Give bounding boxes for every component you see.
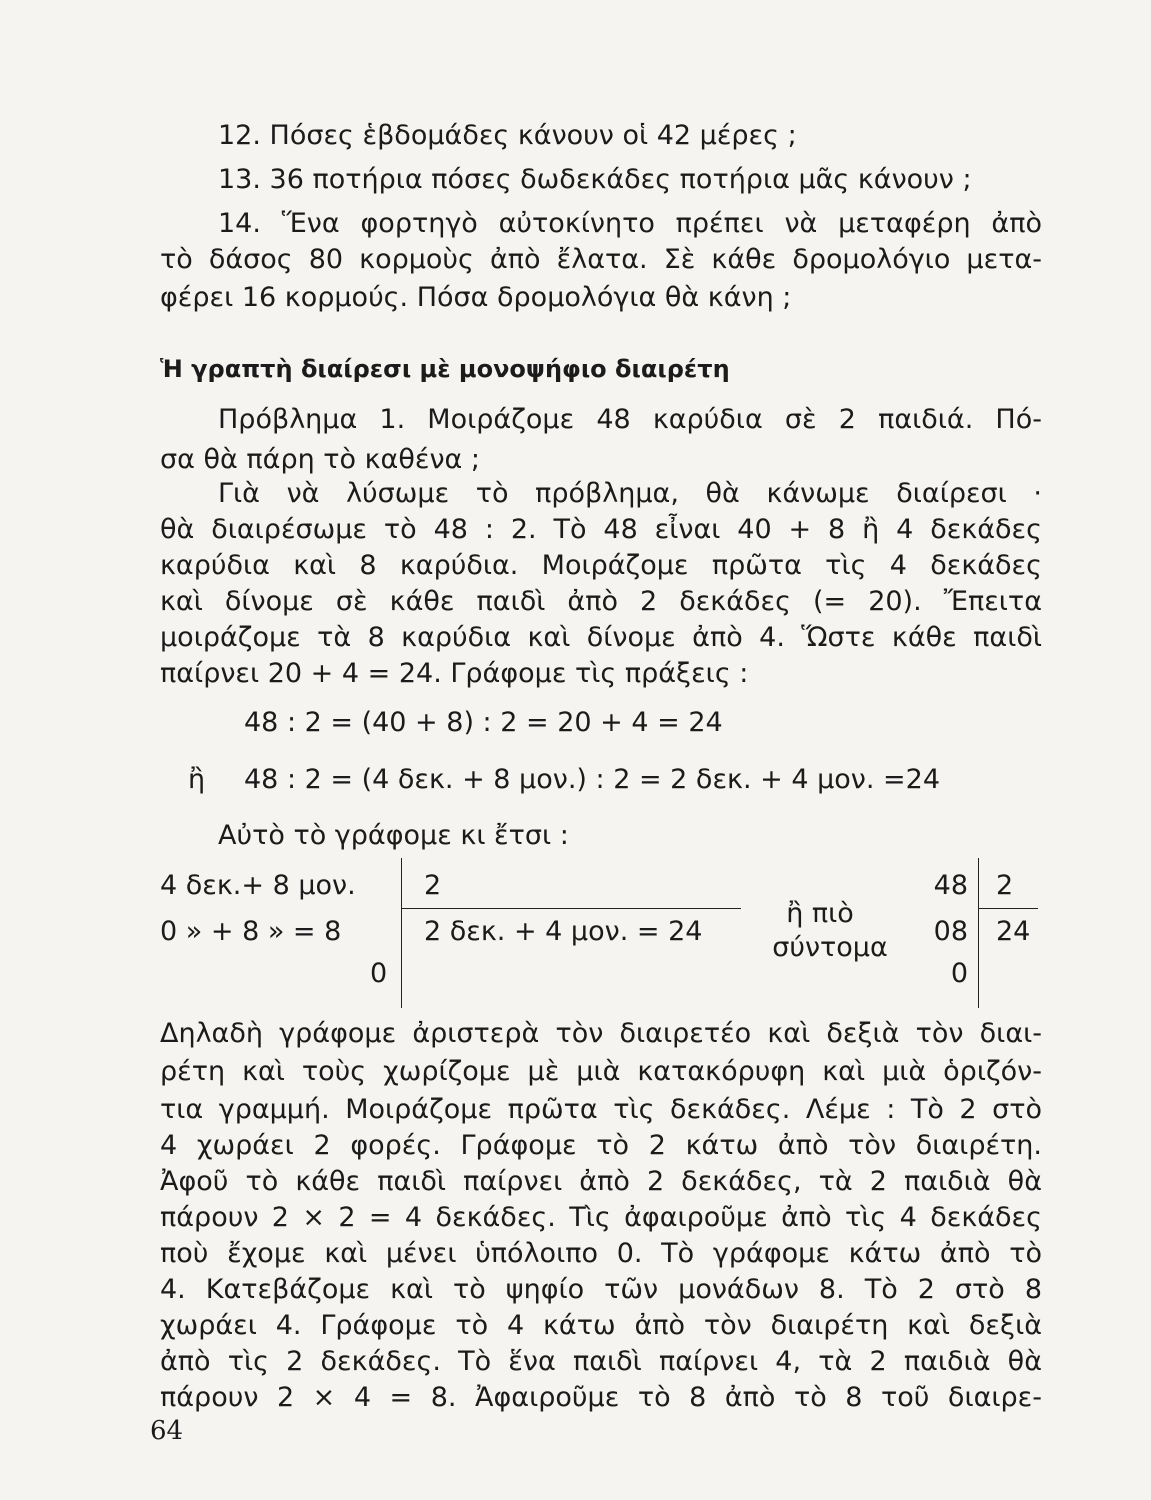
short-vertical-line <box>978 858 979 1008</box>
intro-line-4: θὰ διαιρέσωμε τὸ 48 : 2. Τὸ 48 εἶναι 40 + 8 ἢ 4 δεκάδες <box>160 514 1042 545</box>
problem-12: 12. Πόσες ἑβδομάδες κάνουν οἱ 42 μέρες ; <box>218 120 797 151</box>
explanation-line-7: ποὺ ἔχομε καὶ μένει ὑπόλοιπο 0. Τὸ γράφομε κάτω ἀπὸ τὸ <box>160 1238 1042 1269</box>
short-quotient: 24 <box>996 916 1031 947</box>
also-written-text: Αὐτὸ τὸ γράφομε κι ἔτσι : <box>218 820 569 851</box>
explanation-line-11: πάρουν 2 × 4 = 8. Ἀφαιροῦμε τὸ 8 ἀπὸ τὸ 8 τοῦ διαιρε- <box>160 1382 1042 1413</box>
intro-line-8: παίρνει 20 + 4 = 24. Γράφομε τὶς πράξεις : <box>160 658 749 689</box>
problem-14-line-2: τὸ δάσος 80 κορμοὺς ἀπὸ ἔλατα. Σὲ κάθε δρομολόγιο μετα- <box>160 244 1042 275</box>
division-row-2: 0 » + 8 » = 8 <box>160 916 342 947</box>
short-horizontal-line <box>978 908 1038 909</box>
equation-2: 48 : 2 = (4 δεκ. + 8 μον.) : 2 = 2 δεκ. + 4 μον. =24 <box>244 764 941 795</box>
divisor: 2 <box>424 870 442 901</box>
short-remainder-2: 0 <box>950 958 968 989</box>
intro-line-2: σα θὰ πάρη τὸ καθένα ; <box>160 444 481 475</box>
intro-line-3: Γιὰ νὰ λύσωμε τὸ πρόβλημα, θὰ κάνωμε διαίρεσι · <box>218 478 1042 509</box>
intro-line-1: Πρόβλημα 1. Μοιράζομε 48 καρύδια σὲ 2 παιδιά. Πό- <box>218 404 1042 435</box>
explanation-line-6: πάρουν 2 × 2 = 4 δεκάδες. Τὶς ἀφαιροῦμε ἀπὸ τὶς 4 δεκάδες <box>160 1202 1042 1233</box>
equation-1: 48 : 2 = (40 + 8) : 2 = 20 + 4 = 24 <box>244 707 723 738</box>
equation-2-prefix: ἢ <box>188 764 206 795</box>
or-shorter-line-1: ἢ πιὸ <box>786 898 854 929</box>
explanation-line-4: 4 χωράει 2 φορές. Γράφομε τὸ 2 κάτω ἀπὸ τὸν διαιρέτη. <box>160 1130 1042 1161</box>
division-vertical-line <box>401 858 402 1008</box>
division-horizontal-line <box>401 908 741 909</box>
page-number: 64 <box>150 1416 184 1446</box>
short-divisor: 2 <box>996 870 1014 901</box>
explanation-line-9: χωράει 4. Γράφομε τὸ 4 κάτω ἀπὸ τὸν διαιρέτη καὶ δεξιὰ <box>160 1310 1042 1341</box>
explanation-line-1: Δηλαδὴ γράφομε ἀριστερὰ τὸν διαιρετέο καὶ δεξιὰ τὸν διαι- <box>160 1018 1042 1049</box>
explanation-line-10: ἀπὸ τὶς 2 δεκάδες. Τὸ ἕνα παιδὶ παίρνει 4, τὰ 2 παιδιὰ θὰ <box>160 1346 1042 1377</box>
problem-14-line-1: 14. Ἕνα φορτηγὸ αὐτοκίνητο πρέπει νὰ μεταφέρη ἀπὸ <box>218 208 1042 239</box>
intro-line-6: καὶ δίνομε σὲ κάθε παιδὶ ἀπὸ 2 δεκάδες (= 20). Ἔπειτα <box>160 586 1042 617</box>
short-dividend: 48 <box>933 870 968 901</box>
or-shorter-line-2: σύντομα <box>772 932 888 963</box>
explanation-line-8: 4. Κατεβάζομε καὶ τὸ ψηφίο τῶν μονάδων 8. Τὸ 2 στὸ 8 <box>160 1274 1042 1305</box>
explanation-line-3: τια γραμμή. Μοιράζομε πρῶτα τὶς δεκάδες. Λέμε : Τὸ 2 στὸ <box>160 1094 1042 1125</box>
intro-line-5: καρύδια καὶ 8 καρύδια. Μοιράζομε πρῶτα τὶς 4 δεκάδες <box>160 550 1042 581</box>
section-heading: Ἡ γραπτὴ διαίρεσι μὲ μονοψήφιο διαιρέτη <box>160 355 730 383</box>
quotient: 2 δεκ. + 4 μον. = 24 <box>424 916 703 947</box>
problem-14-line-3: φέρει 16 κορμούς. Πόσα δρομολόγια θὰ κάνη ; <box>160 282 792 313</box>
explanation-line-2: ρέτη καὶ τοὺς χωρίζομε μὲ μιὰ κατακόρυφη καὶ μιὰ ὁριζόν- <box>160 1056 1042 1087</box>
explanation-line-5: Ἀφοῦ τὸ κάθε παιδὶ παίρνει ἀπὸ 2 δεκάδες, τὰ 2 παιδιὰ θὰ <box>160 1166 1042 1197</box>
problem-13: 13. 36 ποτήρια πόσες δωδεκάδες ποτήρια μᾶς κάνουν ; <box>218 164 972 195</box>
intro-line-7: μοιράζομε τὰ 8 καρύδια καὶ δίνομε ἀπὸ 4. Ὥστε κάθε παιδὶ <box>160 622 1042 653</box>
division-row-3: 0 <box>370 958 388 989</box>
division-row-1: 4 δεκ.+ 8 μον. <box>160 870 356 901</box>
short-remainder-1: 08 <box>933 916 968 947</box>
